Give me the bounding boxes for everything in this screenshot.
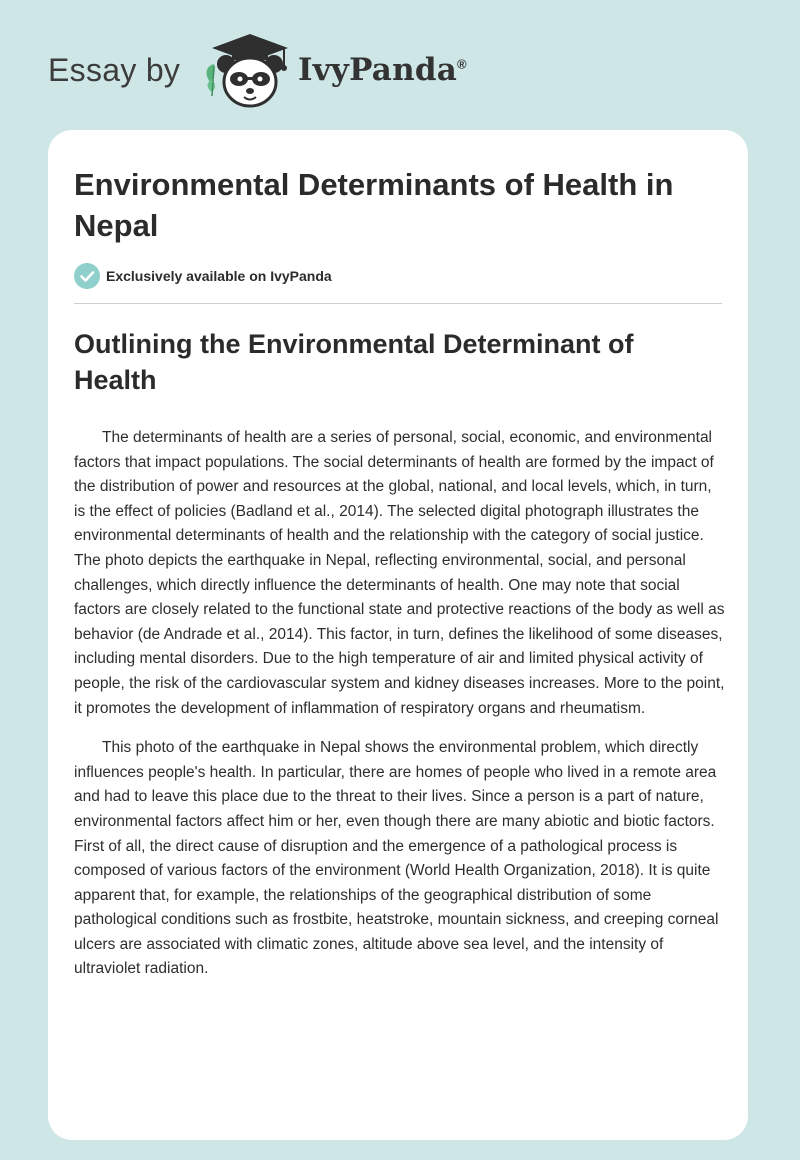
essay-title: Environmental Determinants of Health in Nepal	[74, 167, 674, 243]
panda-graduate-icon	[202, 30, 298, 110]
essay-card	[48, 130, 748, 1140]
section-heading: Outlining the Environmental Determinant of Health	[74, 329, 634, 395]
exclusive-badge	[74, 263, 474, 289]
essay-body	[74, 426, 726, 997]
paragraph: The determinants of health are a series of personal, social, economic, and environmental factors that impact populations. The social determinants of health are formed by the impact of the distribution of power and resources at the global, national, and local levels, which, in turn, is the effect of policies (Badland et al., 2014). The selected digital photograph illustrates the environmental determinants of health and the relationship with the category of social justice. The photo depicts the earthquake in Nepal, reflecting environmental, social, and personal challenges, which directly influence the determinants of health. One may note that social factors are closely related to the functional state and protective reactions of the body as well as behavior (de Andrade et al., 2014). This factor, in turn, defines the likelihood of some diseases, including mental disorders. Due to the high temperature of air and limited physical activity of people, the risk of the cardiovascular system and kidney diseases increases. More to the point, it promotes the development of inflammation of respiratory organs and rheumatism.	[74, 429, 725, 717]
title-divider	[74, 303, 722, 304]
check-circle-icon	[74, 263, 100, 289]
brand-name	[298, 52, 467, 88]
essay-by-label: Essay by	[48, 52, 181, 88]
exclusive-badge-label: Exclusively available on IvyPanda	[106, 268, 332, 284]
site-brand[interactable]	[48, 30, 508, 110]
brand-name-text: IvyPanda	[298, 52, 457, 88]
paragraph: This photo of the earthquake in Nepal shows the environmental problem, which directly influences people's health. In particular, there are homes of people who lived in a remote area and had to leave this place due to the threat to their lives. Since a person is a part of nature, environmental factors affect him or her, even though there are many abiotic and biotic factors. First of all, the direct cause of disruption and the emergence of a pathological process is composed of various factors of the environment (World Health Organization, 2018). It is quite apparent that, for example, the relationships of the geographical distribution of some pathological conditions such as frostbite, heatstroke, mountain sickness, and creeping corneal ulcers are associated with climatic zones, altitude above sea level, and the intensity of ultraviolet radiation.	[74, 739, 719, 978]
registered-mark: ®	[457, 56, 467, 72]
